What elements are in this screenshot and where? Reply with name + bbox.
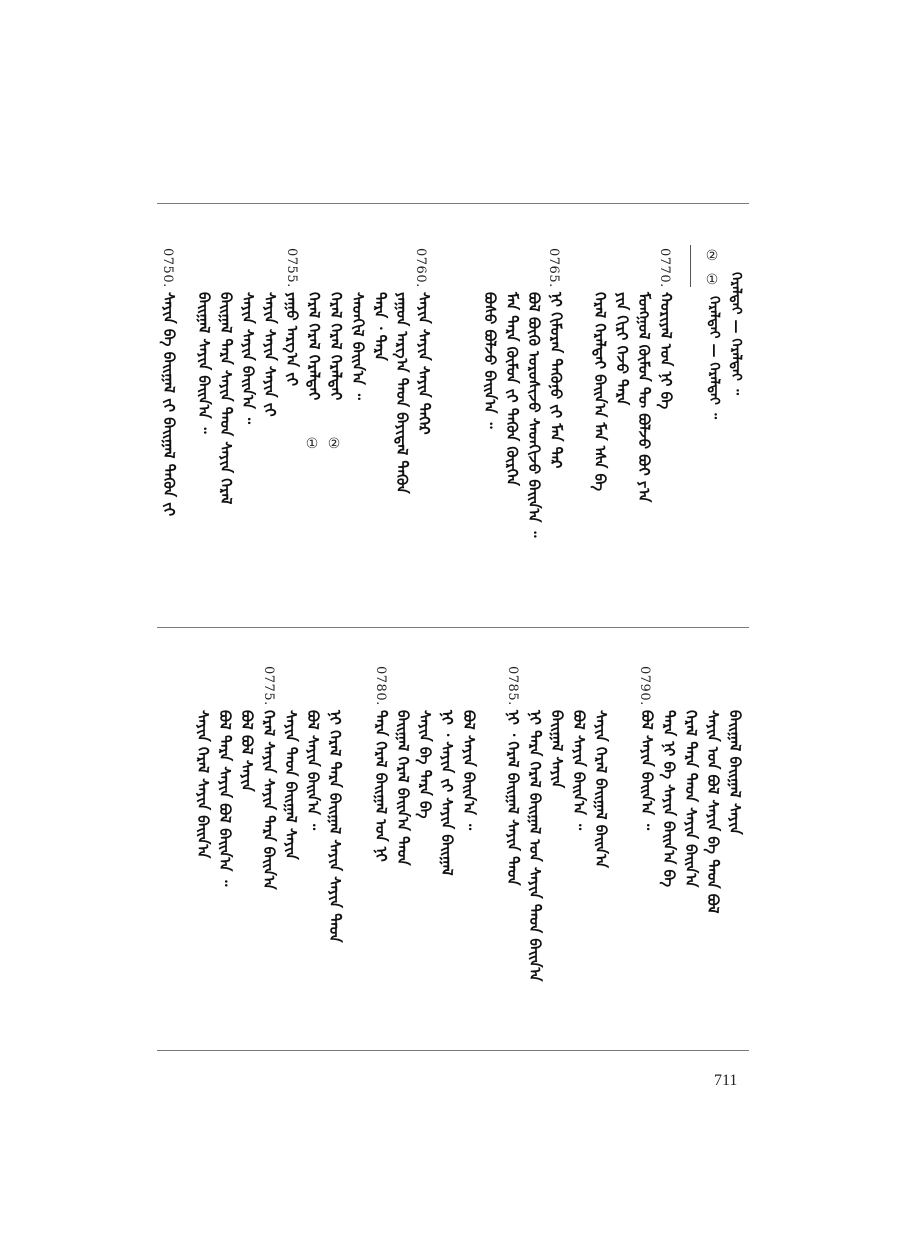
entry-number: 0775.: [261, 666, 276, 706]
text-line: ᠭᠡᠷᠡᠯ ᠲᠡᠷᠡ ᠲᠡᠳ ᠰᠠᠶᠢᠨ ᠪᠠᠢᠨ᠎ᠠ: [682, 710, 700, 888]
text-line: ᠲᠡᠷᠡ ᠂ ᠲᠡᠷᠡ: [371, 292, 389, 361]
text-line: ᠰᠠᠶᠢᠨ ᠪᠡ ᠪᠠᠢᠭᠠᠯ ᠶ᠋ᠢ ᠪᠠᠢᠭᠠᠯ ᠲᠡᠭᠦᠨ ᠶ᠋ᠢ: [160, 292, 178, 517]
text-line: ᠨᠢ ᠲᠡᠷᠡ ᠭᠡᠷᠡᠯ ᠪᠠᠢᠭᠠᠯ ᠤᠨ ᠰᠠᠶᠢᠨ ᠲᠡᠳ ᠪᠠᠢᠨ᠎ᠠ: [526, 710, 544, 982]
text-line: ᠰᠠᠶᠢᠨ ᠭᠡᠷᠡᠯ ᠪᠠᠢᠭᠠᠯ ᠪᠠᠢᠨ᠎ᠠ: [592, 710, 610, 868]
text-line: ᠪᠤᠰᠤ ᠪᠣᠯᠵᠤ ᠪᠠᠢᠨ᠎ᠠ ᠃: [481, 292, 499, 429]
inline-marker-1: ①: [304, 436, 320, 452]
text-line: ᠨᠢ ᠂ ᠰᠠᠶᠢᠨ ᠶ᠋ᠢ ᠰᠠᠶᠢᠨ ᠪᠠᠢᠭᠠᠯ: [438, 710, 456, 876]
text-line: ᠰᠠᠶᠢᠨ ᠤᠨ ᠪᠣᠯ ᠰᠠᠶᠢᠨ ᠪᠡ ᠲᠡᠳ ᠪᠣᠯ: [704, 710, 722, 914]
entry-number: 0755.: [284, 248, 299, 288]
text-line: ᠪᠠᠢᠭᠠᠯ ᠰᠠᠶᠢᠨ ᠪᠠᠢᠨ᠎ᠠ ᠃: [195, 292, 213, 434]
page-number: 711: [714, 1072, 738, 1089]
text-line: ᠭᠡᠷᠡᠯ ᠭᠡᠷᠡᠯ ᠭᠡᠷᠡᠯᠲᠡᠶ: [327, 292, 345, 401]
entry-number: 0760.: [413, 248, 428, 288]
text-line: ᠭᠡᠷᠡᠯ ᠭᠡᠷᠡᠯ ᠭᠡᠷᠡᠯᠲᠡᠶ: [305, 292, 323, 401]
note-separator: [690, 245, 691, 287]
note-line: ᠭᠡᠷᠡᠯᠲᠡᠶ — ᠭᠡᠷᠡᠯᠲᠡᠶ ᠃: [728, 272, 744, 395]
entry-number: 0770.: [657, 248, 672, 288]
text-line: ᠮᠣᠩᠭᠣᠯ ᠬᠦᠮᠦᠨ ᠲᠦ ᠪᠣᠯᠵᠤ ᠪᠤᠢ ᠶ᠎ᠠ: [635, 292, 653, 503]
entry-number: 0790.: [637, 666, 652, 706]
text-line: ᠭᠡᠷᠡᠯ ᠰᠠᠶᠢᠨ ᠰᠠᠶᠢᠨ ᠲᠡᠷᠡ ᠪᠠᠢᠨ᠎ᠠ: [260, 710, 278, 890]
text-line: ᠰᠠᠶᠢᠨ ᠰᠠᠶᠢᠨ ᠪᠠᠢᠨ᠎ᠠ ᠃: [239, 292, 257, 425]
text-line: ᠰᠠᠶᠢᠨ ᠰᠠᠶᠢᠨ ᠰᠠᠶᠢᠨ ᠶ᠋ᠢ: [261, 292, 279, 417]
text-line: ᠰᠠᠶᠢᠨ ᠰᠠᠶᠢᠨ ᠰᠠᠶᠢᠨ ᠳᠡᠭᠡᠷ: [415, 292, 433, 435]
text-line: ᠰᠡᠳᠬᠢᠯ ᠪᠠᠢᠨ᠎ᠠ ᠃: [349, 292, 367, 400]
inline-marker-2: ②: [326, 436, 342, 452]
text-line: ᠪᠠᠢᠭᠠᠯ ᠲᠡᠷᠡ ᠰᠠᠶᠢᠨ ᠲᠡᠳ ᠰᠠᠶᠢᠨ ᠭᠡᠷᠡᠯ: [217, 292, 235, 505]
text-line: ᠪᠣᠯ ᠰᠠᠶᠢᠨ ᠪᠠᠢᠨ᠎ᠠ ᠃: [570, 710, 588, 831]
middle-rule: [157, 627, 749, 628]
text-line: ᠪᠠᠢᠭᠠᠯ ᠪᠠᠢᠭᠠᠯ ᠰᠠᠶᠢᠨ: [726, 710, 744, 835]
text-line: ᠪᠣᠯ ᠲᠡᠷᠡ ᠰᠠᠶᠢᠨ ᠪᠣᠯ ᠪᠠᠢᠨ᠎ᠠ ᠃: [216, 710, 234, 887]
text-line: ᠶᠠᠭᠤ ᠠᠷᠭ᠎ᠠ ᠶ᠋ᠢ: [283, 292, 301, 387]
entry-number: 0765.: [546, 248, 561, 288]
text-line: ᠪᠠᠢᠭᠠᠯ ᠰᠠᠶᠢᠨ: [548, 710, 566, 789]
text-line: ᠨᠢ ᠭᠡᠷᠡᠯ ᠲᠡᠷᠡ ᠪᠠᠢᠭᠠᠯ ᠰᠠᠶᠢᠨ ᠰᠠᠶᠢᠨ ᠲᠡᠳ: [326, 710, 344, 943]
text-line: ᠪᠣᠯ ᠪᠣᠯ ᠰᠠᠶᠢᠨ: [238, 710, 256, 792]
bottom-rule: [157, 1050, 749, 1051]
text-line: ᠪᠣᠯ ᠰᠠᠶᠢᠨ ᠪᠠᠢᠨ᠎ᠠ ᠃: [304, 710, 322, 831]
entry-number: 0750.: [160, 248, 175, 288]
text-line: ᠶᠠᠭᠤᠨ ᠠᠷᠭ᠎ᠠ ᠲᠡᠳ ᠪᠠᠶᠢᠳᠠᠯ ᠲᠡᠭᠦᠨ: [393, 292, 411, 494]
text-line: ᠲᠡᠷᠡ ᠭᠡᠷᠡᠯ ᠪᠠᠢᠭᠠᠯ ᠤᠨ ᠨᠢ: [372, 710, 390, 862]
text-line: ᠪᠣᠯ ᠰᠠᠶᠢᠨ ᠪᠠᠢᠨ᠎ᠠ ᠃: [460, 710, 478, 831]
text-line: ᠰᠠᠶᠢᠨ ᠭᠡᠷᠡᠯ ᠰᠠᠶᠢᠨ ᠪᠠᠢᠨ᠎ᠠ: [194, 710, 212, 859]
note-marker-2: ②: [704, 248, 720, 264]
text-line: ᠪᠣᠯ ᠪᠦᠬᠦ ᠤᠷᠤᠰᠢᠵᠤ ᠰᠡᠳᠬᠢᠵᠦ ᠪᠠᠢᠨ᠎ᠠ ᠃: [525, 292, 543, 538]
entry-number: 0780.: [373, 666, 388, 706]
note-marker-1: ①: [704, 272, 720, 288]
text-line: ᠰᠠᠶᠢᠨ ᠪᠡ ᠲᠡᠷᠡ ᠪᠡ: [416, 710, 434, 819]
text-line: ᠬᠤᠷᠢᠶᠠᠯ ᠤᠨ ᠨᠢ ᠪᠡ: [657, 292, 675, 410]
text-line: ᠮᠠᠨ ᠲᠡᠷᠡ ᠬᠦᠮᠦᠨ ᠶ᠋ᠢ ᠲᠡᠭᠦᠨ ᠬᠦᠷᠭᠡᠨ: [503, 292, 521, 486]
entry-number: 0785.: [505, 666, 520, 706]
text-line: ᠪᠠᠢᠭᠠᠯ ᠭᠡᠷᠡᠯ ᠪᠠᠢᠨ᠎ᠠ ᠲᠡᠳ: [394, 710, 412, 866]
text-line: ᠲᠡᠷᠡ ᠨᠢ ᠪᠡ ᠰᠠᠶᠢᠨ ᠪᠠᠢᠨ᠎ᠠ ᠪᠡ: [660, 710, 678, 888]
text-line: ᠨᠢ ᠬᠢᠮᠤᠷᠠᠨ ᠲᠡᠭᠦᠨᠦ ᠶ᠋ᠢ ᠮᠠᠨ ᠳᠠᠷ: [547, 292, 565, 469]
text-line: ᠰᠠᠶᠢᠨ ᠲᠡᠳ ᠪᠠᠢᠭᠠᠯ ᠰᠠᠶᠢᠨ: [282, 710, 300, 860]
note-line: ᠭᠡᠷᠡᠯᠲᠡᠶ — ᠭᠡᠷᠡᠯᠲᠡᠶ ᠃: [706, 296, 722, 419]
text-line: ᠶᠢᠨ ᠬᠢᠷᠢ ᠭᠡᠵᠦ ᠲᠡᠷᠡ: [613, 292, 631, 406]
text-line: ᠪᠣᠯ ᠰᠠᠶᠢᠨ ᠪᠠᠢᠨ᠎ᠠ ᠃: [638, 710, 656, 831]
text-line: ᠭᠡᠷᠡᠯ ᠭᠡᠷᠡᠯᠲᠡᠶ ᠪᠠᠢᠨ᠎ᠠ ᠮᠠᠨ ᠡᠰᠡ ᠪᠡ: [591, 292, 609, 492]
top-rule: [157, 203, 749, 204]
text-line: ᠨᠢ ᠂ ᠭᠡᠷᠡᠯ ᠪᠠᠢᠭᠠᠯ ᠰᠠᠶᠢᠨ ᠲᠡᠳ: [504, 710, 522, 886]
